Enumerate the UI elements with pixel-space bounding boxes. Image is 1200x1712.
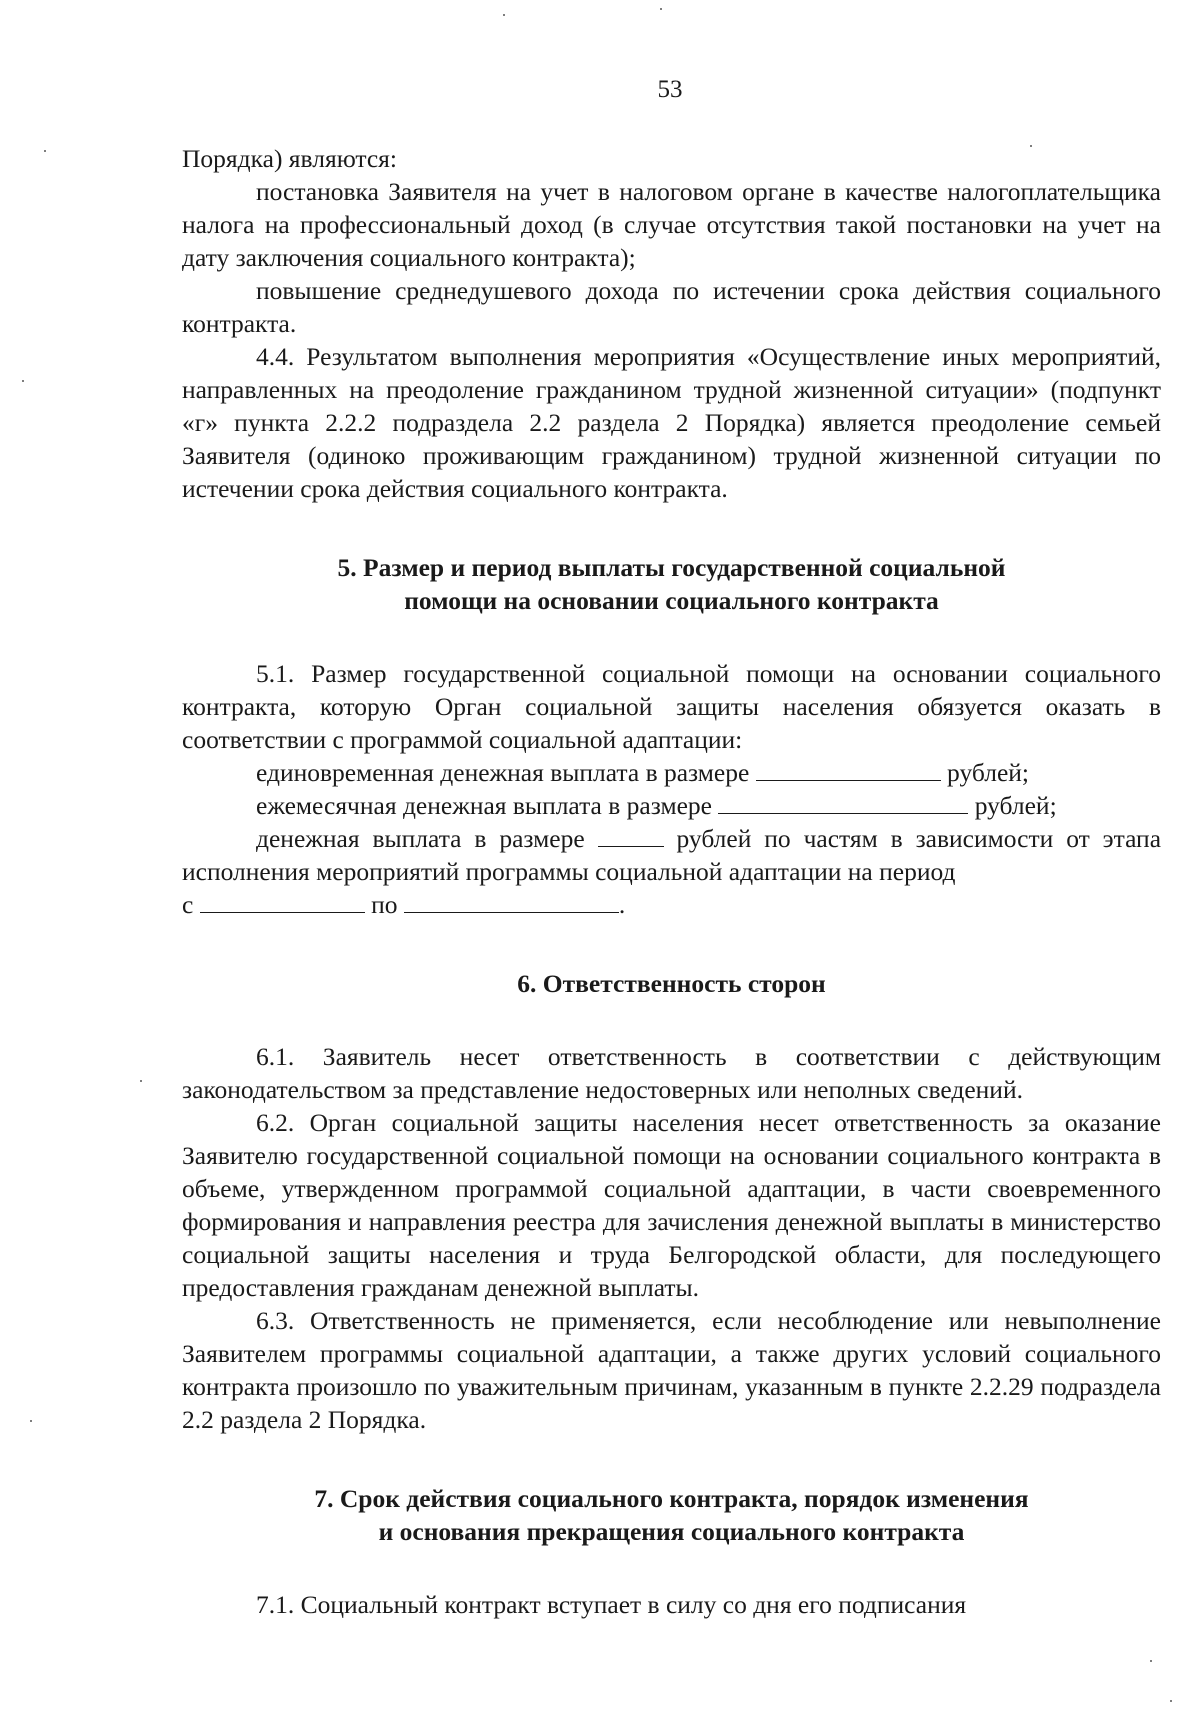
scan-speck (30, 1420, 32, 1422)
period-from-blank (200, 890, 365, 913)
period-from-label: с (182, 890, 194, 919)
scan-speck (140, 1080, 142, 1082)
section-5-heading-line-1: 5. Размер и период выплаты государственной социальной (337, 553, 1006, 582)
paragraph-4-4: 4.4. Результатом выполнения мероприятия «Осуществление иных мероприятий, направленных на преодоление гражданином трудной жизненной ситуации» (подпункт «г» пункта 2.2.2 подраздела 2.2 раздела 2 Порядка) является преодоление семьей Заявителя (одиноко проживающим гражданином) трудной жизненной ситуации по истечении срока действия социального контракта. (182, 342, 1161, 503)
paragraph-6-2: 6.2. Орган социальной защиты населения несет ответственность за оказание Заявителю государственной социальной помощи на основании социального контракта в объеме, утвержденном программой социальной адаптации, в части своевременного формирования и направления реестра для зачисления денежной выплаты в министерство социальной защиты населения и труда Белгородской области, для последующего предоставления гражданам денежной выплаты. (182, 1108, 1161, 1302)
installment-rest: рублей по частям в зависимости от этапа исполнения мероприятий программы социальной адаптации на период (182, 824, 1162, 886)
monthly-blank (718, 791, 968, 814)
scan-speck (1170, 1700, 1172, 1702)
period-to-blank (404, 890, 619, 913)
paragraph-6-1: 6.1. Заявитель несет ответственность в соответствии с действующим законодательством за представление недостоверных или неполных сведений. (182, 1042, 1161, 1104)
lump-sum-blank (756, 758, 941, 781)
section-6-heading: 6. Ответственность сторон (517, 969, 826, 998)
paragraph-income-increase: повышение среднедушевого дохода по истечении срока действия социального контракта. (182, 276, 1161, 338)
lump-sum-label: единовременная денежная выплата в размере (256, 758, 750, 787)
paragraph-6-3: 6.3. Ответственность не применяется, если несоблюдение или невыполнение Заявителем программы социальной адаптации, а также других условий социального контракта произошло по уважительным причинам, указанным в пункте 2.2.29 подраздела 2.2 раздела 2 Порядка. (182, 1306, 1161, 1434)
installment-label: денежная выплата в размере (256, 824, 585, 853)
line-lump-sum-payment (182, 756, 1161, 789)
line-monthly-payment (182, 789, 1161, 822)
scan-speck (44, 150, 46, 152)
period-end: . (618, 890, 626, 919)
scan-speck (660, 8, 662, 10)
period-to-label: по (371, 890, 398, 919)
document-body (182, 142, 1161, 1621)
line-period (182, 888, 1161, 921)
scan-speck (503, 14, 505, 16)
section-5-heading-line-2: помощи на основании социального контракта (404, 586, 939, 615)
section-7-heading-line-1: 7. Срок действия социального контракта, порядок изменения (314, 1484, 1029, 1513)
paragraph-5-1: 5.1. Размер государственной социальной помощи на основании социального контракта, которую Орган социальной защиты населения обязуется оказать в соответствии с программой социальной адаптации: (182, 659, 1161, 754)
scan-speck (1030, 145, 1032, 147)
scan-speck (22, 380, 24, 382)
page-number: 53 (657, 76, 683, 103)
line-installment-payment (182, 822, 1161, 888)
monthly-unit: рублей; (974, 791, 1057, 820)
section-7-heading-line-2: и основания прекращения социального контракта (378, 1517, 965, 1546)
scan-speck (1150, 1660, 1152, 1662)
intro-line: Порядка) являются: (182, 144, 397, 173)
paragraph-7-1: 7.1. Социальный контракт вступает в силу со дня его подписания (256, 1590, 967, 1619)
lump-sum-unit: рублей; (947, 758, 1029, 787)
paragraph-tax-registration: постановка Заявителя на учет в налоговом органе в качестве налогоплательщика налога на профессиональный доход (в случае отсутствия такой постановки на учет на дату заключения социального контракта); (182, 177, 1161, 272)
monthly-label: ежемесячная денежная выплата в размере (256, 791, 712, 820)
installment-blank (598, 824, 664, 847)
